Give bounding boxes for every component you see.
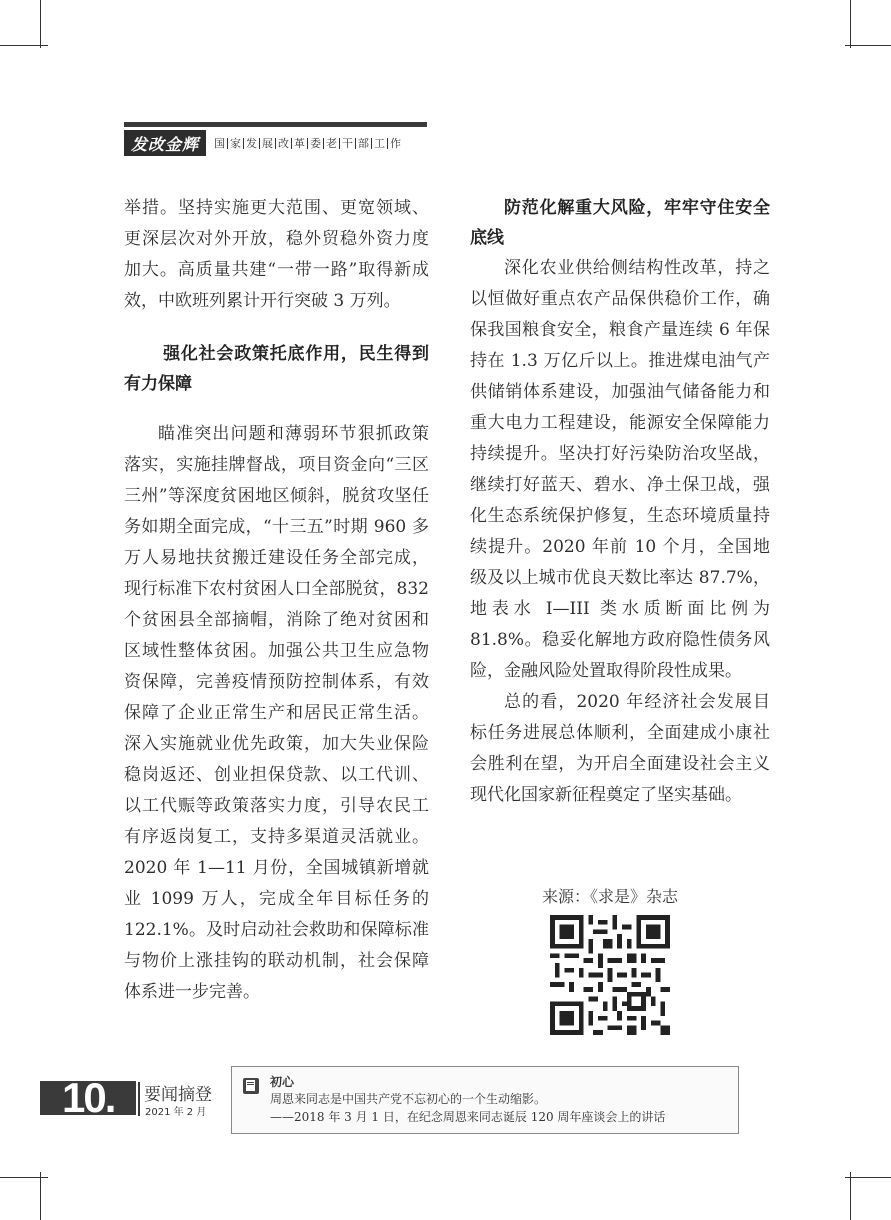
book-icon xyxy=(242,1077,260,1095)
source-credit: 来源：《求是》杂志 xyxy=(541,887,678,906)
publication-logo: 发改金辉 xyxy=(124,130,206,156)
org-char: 作 xyxy=(390,137,401,150)
crop-mark xyxy=(850,0,851,48)
section-heading: 防范化解重大风险，牢牢守住安全底线 xyxy=(470,198,770,248)
crop-mark xyxy=(845,45,891,46)
quote-line: 周恩来同志是中国共产党不忘初心的一个生动缩影。 xyxy=(270,1092,547,1106)
qr-code[interactable] xyxy=(550,915,670,1035)
org-char: 干 xyxy=(342,137,353,150)
org-char: 委 xyxy=(310,137,321,150)
crop-mark xyxy=(40,1172,41,1220)
organization-name xyxy=(212,135,403,151)
org-char: 革 xyxy=(294,137,305,150)
org-char: 工 xyxy=(374,137,385,150)
page-number: 10. xyxy=(62,1074,115,1121)
folio-divider xyxy=(138,1082,140,1116)
left-column xyxy=(124,193,429,1008)
quote-box xyxy=(231,1066,739,1134)
header-rule xyxy=(124,122,427,127)
org-char: 发 xyxy=(246,137,257,150)
org-char: 家 xyxy=(230,137,241,150)
right-column xyxy=(470,193,770,811)
crop-mark xyxy=(845,1177,891,1178)
quote-text xyxy=(270,1090,665,1126)
section-title: 要闻摘登 xyxy=(144,1085,212,1105)
paragraph: 举措。坚持实施更大范围、更宽领域、更深层次对外开放，稳外贸稳外资力度加大。高质量共建“一带一路”取得新成效，中欧班列累计开行突破 3 万列。 xyxy=(124,198,429,311)
quote-title: 初心 xyxy=(270,1075,295,1089)
org-char: 改 xyxy=(278,137,289,150)
quote-attribution: ——2018 年 3 月 1 日，在纪念周恩来同志诞辰 120 周年座谈会上的讲话 xyxy=(270,1110,666,1124)
section-heading: 强化社会政策托底作用，民生得到有力保障 xyxy=(124,344,429,394)
crop-mark xyxy=(40,0,41,48)
org-char: 展 xyxy=(262,137,273,150)
org-char: 老 xyxy=(326,137,337,150)
org-char: 国 xyxy=(214,137,225,150)
org-char: 部 xyxy=(358,137,369,150)
paragraph: 总的看，2020 年经济社会发展目标任务进展总体顺利，全面建成小康社会胜利在望，为开启全面建设社会主义现代化国家新征程奠定了坚实基础。 xyxy=(470,692,770,805)
running-header xyxy=(124,130,429,156)
paragraph: 瞄准突出问题和薄弱环节狠抓政策落实，实施挂牌督战，项目资金向“三区三州”等深度贫困地区倾斜，脱贫攻坚任务如期全面完成，“十三五”时期 960 多万人易地扶贫搬迁建设任务全部完成，现行标准下农村贫困人口全部脱贫，832 个贫困县全部摘帽，消除了绝对贫困和区域性整体贫困。加强公共卫生应急物资保障，完善疫情预防控制体系，有效保障了企业正常生产和居民正常生活。深入实施就业优先政策，加大失业保险稳岗返还、创业担保贷款、以工代训、以工代赈等政策落实力度，引导农民工有序返岗复工，支持多渠道灵活就业。2020 年 1—11 月份，全国城镇新增就业 1099 万人，完成全年目标任务的 122.1%。及时启动社会救助和保障标准与物价上涨挂钩的联动机制，社会保障体系进一步完善。 xyxy=(124,424,429,1002)
crop-mark xyxy=(850,1172,851,1220)
paragraph: 深化农业供给侧结构性改革，持之以恒做好重点农产品保供稳价工作，确保我国粮食安全，粮食产量连续 6 年保持在 1.3 万亿斤以上。推进煤电油气产供储销体系建设，加强油气储备能力和重大电力工程建设，能源安全保障能力持续提升。坚决打好污染防治攻坚战，继续打好蓝天、碧水、净土保卫战，强化生态系统保护修复，生态环境质量持续提升。2020 年前 10 个月，全国地级及以上城市优良天数比率达 87.7%，地表水 I—III 类水质断面比例为 81.8%。稳妥化解地方政府隐性债务风险，金融风险处置取得阶段性成果。 xyxy=(470,258,770,681)
issue-date: 2021 年 2 月 xyxy=(145,1107,207,1118)
